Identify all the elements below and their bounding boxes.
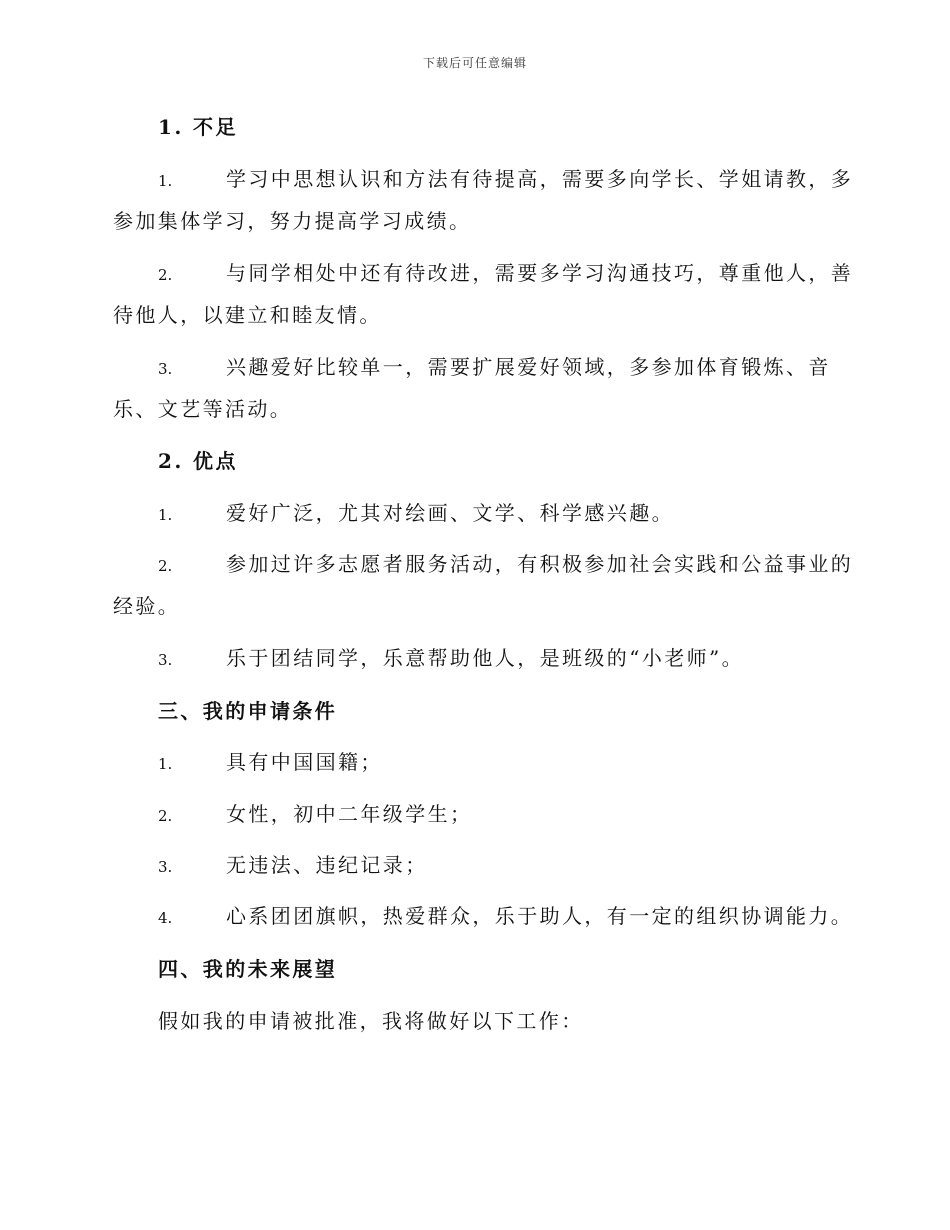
list-item-continuation: 经验。 [113,594,181,618]
list-number: 1. [158,506,173,524]
list-item-text: 与同学相处中还有待改进，需要多学习沟通技巧，尊重他人，善 [226,261,854,285]
section-title-conditions: 三、我的申请条件 [158,699,338,723]
list-item-text: 无违法、违纪记录； [226,853,428,877]
list-item-continuation: 参加集体学习，努力提高学习成绩。 [113,209,472,233]
list-number: 2. [158,266,173,284]
list-number: 3. [158,651,173,669]
list-item-text: 乐于团结同学，乐意帮助他人，是班级的“小老师”。 [226,646,745,670]
list-number: 4. [158,909,173,927]
list-item-continuation: 待他人，以建立和睦友情。 [113,303,382,327]
future-intro-paragraph: 假如我的申请被批准，我将做好以下工作： [158,1009,584,1033]
list-item-text: 心系团团旗帜，热爱群众，乐于助人，有一定的组织协调能力。 [226,904,854,928]
section-title-strengths: 2. 优点 [158,449,238,473]
list-number: 1. [158,172,173,190]
list-number: 2. [158,807,173,825]
list-item-text: 爱好广泛，尤其对绘画、文学、科学感兴趣。 [226,501,674,525]
list-item-continuation: 乐、文艺等活动。 [113,397,293,421]
list-item-text: 兴趣爱好比较单一，需要扩展爱好领域，多参加体育锻炼、音 [226,355,831,379]
list-item-text: 学习中思想认识和方法有待提高，需要多向学长、学姐请教，多 [226,167,854,191]
section-title-future: 四、我的未来展望 [158,957,338,981]
list-item-text: 女性，初中二年级学生； [226,802,473,826]
list-number: 3. [158,360,173,378]
list-number: 3. [158,858,173,876]
list-item-text: 具有中国国籍； [226,750,383,774]
list-number: 1. [158,755,173,773]
section-title-shortcomings: 1. 不足 [158,115,238,139]
list-number: 2. [158,557,173,575]
page-header-note: 下载后可任意编辑 [422,56,527,70]
list-item-text: 参加过许多志愿者服务活动，有积极参加社会实践和公益事业的 [226,552,854,576]
